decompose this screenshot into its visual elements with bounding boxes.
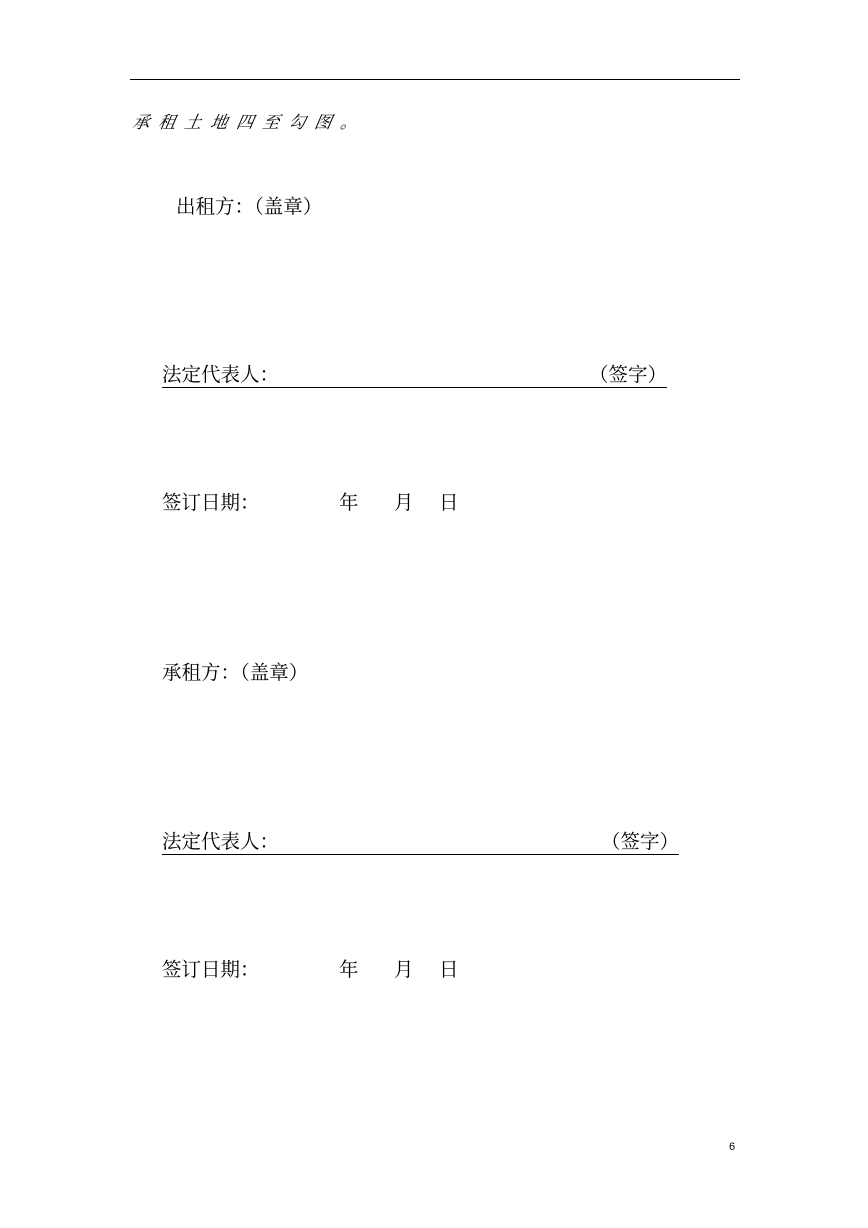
lessor-date-label: 签订日期： bbox=[162, 491, 260, 514]
lessee-legal-rep-signature-line[interactable] bbox=[162, 830, 679, 855]
lessee-day-label: 日 bbox=[439, 958, 459, 981]
lessee-month-label: 月 bbox=[394, 958, 414, 981]
lessor-signature-suffix: （签字） bbox=[588, 363, 667, 386]
lessor-day-label: 日 bbox=[439, 491, 459, 514]
lessee-signature-suffix: （签字） bbox=[600, 830, 679, 853]
page-number: 6 bbox=[729, 1141, 736, 1153]
header-rule bbox=[130, 79, 740, 80]
lessor-party-label: 出租方：（盖章） bbox=[176, 195, 323, 218]
lessor-signing-date bbox=[162, 491, 482, 515]
lessee-date-label: 签订日期： bbox=[162, 958, 260, 981]
lessor-year-label: 年 bbox=[339, 491, 359, 514]
lessee-year-label: 年 bbox=[339, 958, 359, 981]
lessee-signing-date bbox=[162, 958, 482, 982]
lessee-legal-rep-label: 法定代表人： bbox=[162, 830, 280, 853]
lessor-month-label: 月 bbox=[394, 491, 414, 514]
lessor-legal-rep-label: 法定代表人： bbox=[162, 363, 280, 386]
handwritten-note: 承租土地四至勾图。 bbox=[130, 113, 369, 133]
lessee-party-label: 承租方：（盖章） bbox=[162, 661, 309, 684]
lessor-legal-rep-signature-line[interactable] bbox=[162, 363, 667, 388]
